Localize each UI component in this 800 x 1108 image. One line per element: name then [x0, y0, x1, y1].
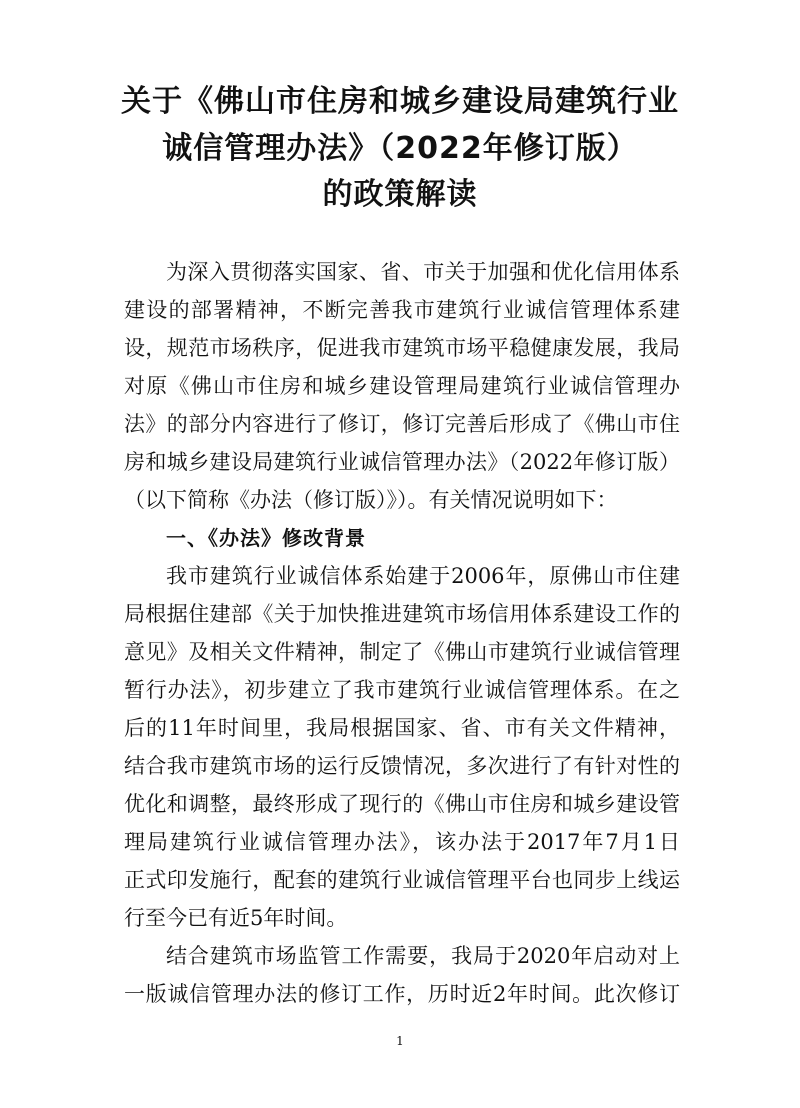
paragraph-3-line: 结合建筑市场监管工作需要，我局于2020年启动对上 — [166, 944, 680, 968]
paragraph-2-line: 局根据住建部《关于加快推进建筑市场信用体系建设工作的 — [124, 602, 680, 626]
paragraph-2-line: 优化和调整，最终形成了现行的《佛山市住房和城乡建设管 — [124, 792, 680, 816]
paragraph-2-line: 结合我市建筑市场的运行反馈情况，多次进行了有针对性的 — [124, 754, 680, 778]
document-title-line-1: 关于《佛山市住房和城乡建设局建筑行业 — [121, 84, 679, 119]
paragraph-2-line: 后的11年时间里，我局根据国家、省、市有关文件精神， — [124, 716, 680, 740]
paragraph-1-line: 对原《佛山市住房和城乡建设管理局建筑行业诚信管理办 — [124, 374, 680, 398]
paragraph-2-line: 理局建筑行业诚信管理办法》，该办法于2017年7月1日 — [124, 830, 680, 854]
paragraph-2-line: 正式印发施行，配套的建筑行业诚信管理平台也同步上线运 — [124, 868, 680, 892]
paragraph-2-line: 暂行办法》，初步建立了我市建筑行业诚信管理体系。在之 — [124, 678, 680, 702]
page-number: 1 — [396, 1034, 404, 1048]
paragraph-1-line: 设，规范市场秩序，促进我市建筑市场平稳健康发展，我局 — [124, 336, 680, 360]
paragraph-2-line: 我市建筑行业诚信体系始建于2006年，原佛山市住建 — [166, 564, 680, 588]
paragraph-1-line: 为深入贯彻落实国家、省、市关于加强和优化信用体系 — [166, 260, 680, 284]
document-title-line-2: 诚信管理办法》（2022年修订版） — [162, 131, 638, 166]
paragraph-1-line: 房和城乡建设局建筑行业诚信管理办法》（2022年修订版） — [124, 450, 680, 474]
paragraph-3-line: 一版诚信管理办法的修订工作，历时近2年时间。此次修订 — [124, 982, 680, 1006]
paragraph-1-line: 法》的部分内容进行了修订，修订完善后形成了《佛山市住 — [124, 412, 680, 436]
paragraph-2-line: 意见》及相关文件精神，制定了《佛山市建筑行业诚信管理 — [124, 640, 680, 664]
paragraph-2-line: 行至今已有近5年时间。 — [124, 906, 348, 930]
section-heading: 一、《办法》修改背景 — [166, 526, 366, 550]
paragraph-1-line: （以下简称《办法（修订版）》）。有关情况说明如下： — [124, 488, 618, 512]
document-title-line-3: 的政策解读 — [322, 177, 478, 212]
paragraph-1-line: 建设的部署精神，不断完善我市建筑行业诚信管理体系建 — [124, 298, 680, 322]
